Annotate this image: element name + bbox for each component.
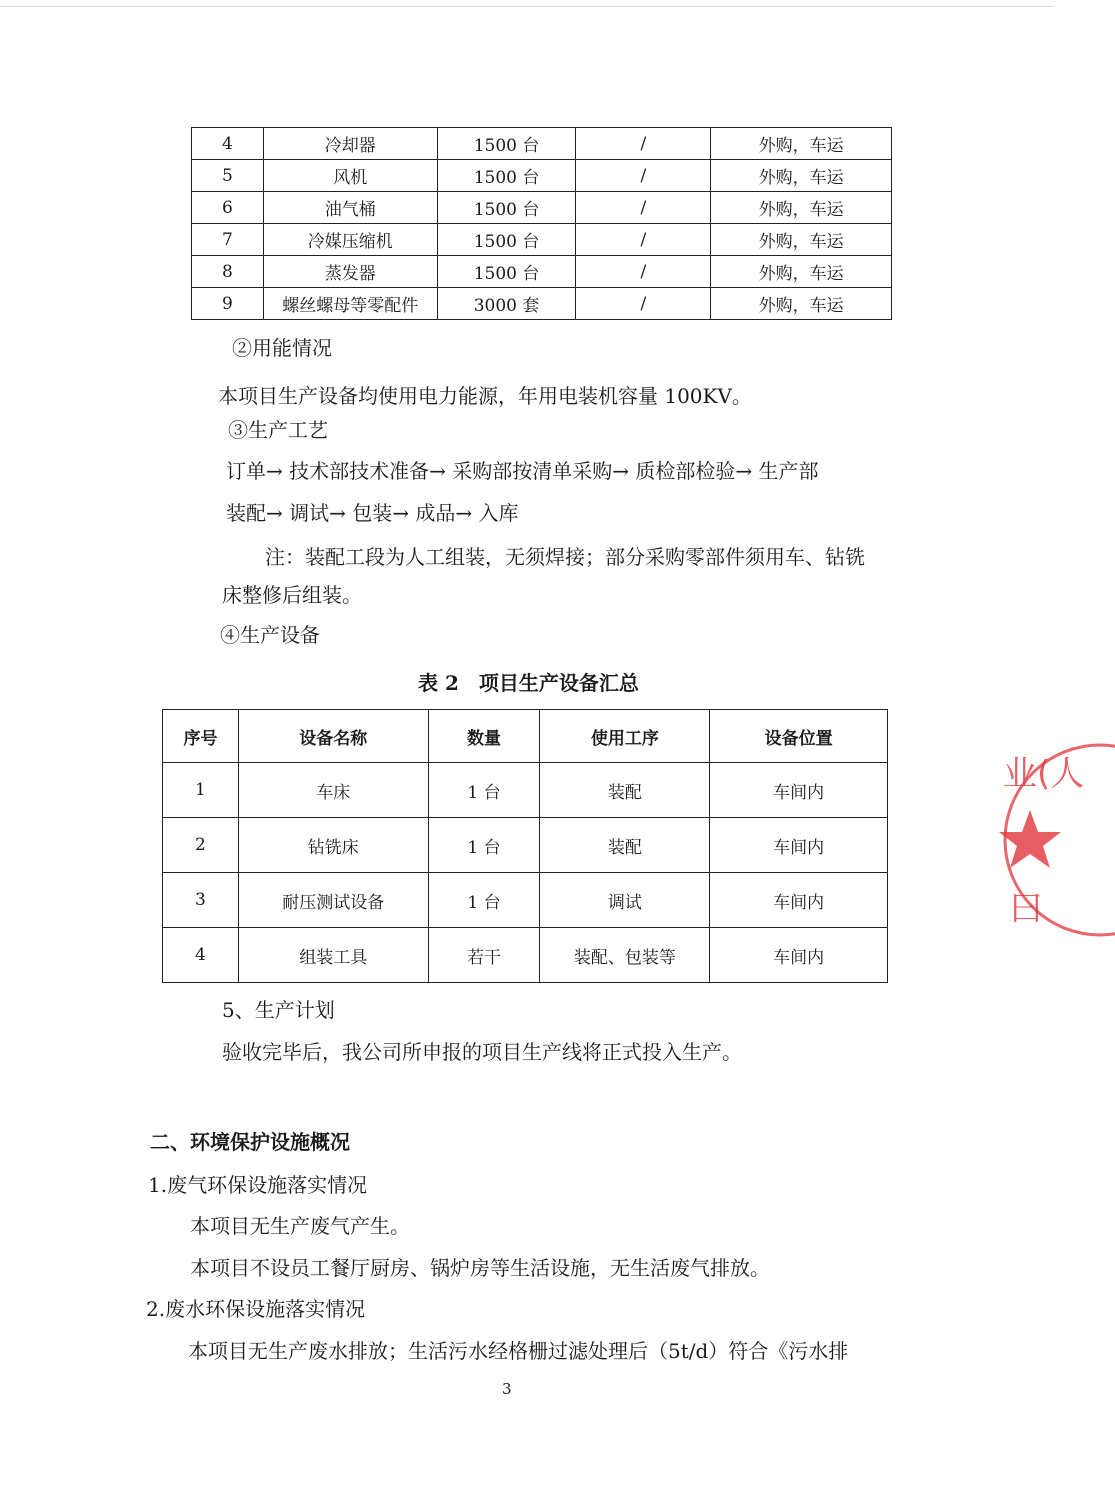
cell-process: / — [576, 224, 711, 256]
scan-top-edge — [0, 6, 1054, 7]
cell-process: 装配、包装等 — [540, 928, 710, 983]
cell-qty: 1 台 — [428, 763, 540, 818]
cell-no: 9 — [192, 288, 264, 320]
equipment-heading: ④生产设备 — [220, 623, 320, 647]
water-heading: 2.废水环保设施落实情况 — [146, 1297, 366, 1321]
red-seal-stamp — [995, 740, 1115, 940]
table-row — [163, 928, 888, 983]
cell-name: 油气桶 — [263, 192, 437, 224]
cell-qty: 1 台 — [428, 873, 540, 928]
cell-source: 外购，车运 — [711, 224, 892, 256]
cell-no: 2 — [163, 818, 239, 873]
plan-paragraph: 验收完毕后，我公司所申报的项目生产线将正式投入生产。 — [222, 1040, 742, 1064]
header-name: 设备名称 — [238, 710, 428, 763]
process-heading: ③生产工艺 — [228, 418, 328, 442]
cell-qty: 1500 台 — [437, 224, 576, 256]
equipment-table — [162, 709, 888, 983]
table-row — [192, 160, 892, 192]
cell-qty: 1500 台 — [437, 128, 576, 160]
page-number: 3 — [502, 1380, 512, 1398]
cell-name: 耐压测试设备 — [238, 873, 428, 928]
materials-table-body — [192, 128, 892, 320]
cell-qty: 1500 台 — [437, 256, 576, 288]
cell-source: 外购，车运 — [711, 192, 892, 224]
gas-paragraph-2: 本项目不设员工餐厅厨房、锅炉房等生活设施，无生活废气排放。 — [190, 1256, 770, 1280]
cell-source: 外购，车运 — [711, 160, 892, 192]
cell-process: 装配 — [540, 763, 710, 818]
table-header-row — [163, 710, 888, 763]
process-flow-line2: 装配→ 调试→ 包装→ 成品→ 入库 — [226, 501, 519, 525]
table-row — [192, 192, 892, 224]
cell-no: 4 — [192, 128, 264, 160]
cell-location: 车间内 — [710, 928, 888, 983]
cell-name: 风机 — [263, 160, 437, 192]
section2-heading: 二、环境保护设施概况 — [150, 1130, 350, 1154]
table-row — [163, 763, 888, 818]
cell-source: 外购，车运 — [711, 128, 892, 160]
cell-qty: 1 台 — [428, 818, 540, 873]
cell-location: 车间内 — [710, 818, 888, 873]
cell-location: 车间内 — [710, 873, 888, 928]
cell-no: 7 — [192, 224, 264, 256]
cell-process: 装配 — [540, 818, 710, 873]
cell-no: 5 — [192, 160, 264, 192]
table-row — [192, 288, 892, 320]
svg-text:曰: 曰 — [1009, 889, 1043, 929]
table-row — [163, 818, 888, 873]
process-note-line2: 床整修后组装。 — [222, 583, 362, 607]
svg-text:业(人: 业(人 — [1003, 754, 1085, 794]
cell-source: 外购，车运 — [711, 256, 892, 288]
table-row — [163, 873, 888, 928]
cell-no: 8 — [192, 256, 264, 288]
materials-table-continued — [191, 127, 892, 320]
cell-name: 螺丝螺母等零配件 — [263, 288, 437, 320]
header-no: 序号 — [163, 710, 239, 763]
energy-paragraph: 本项目生产设备均使用电力能源，年用电装机容量 100KV。 — [218, 384, 752, 408]
energy-heading: ②用能情况 — [232, 336, 332, 360]
cell-name: 蒸发器 — [263, 256, 437, 288]
equipment-table-title: 表 2 项目生产设备汇总 — [418, 671, 639, 695]
cell-process: / — [576, 192, 711, 224]
cell-qty: 若干 — [428, 928, 540, 983]
cell-qty: 1500 台 — [437, 192, 576, 224]
cell-source: 外购，车运 — [711, 288, 892, 320]
process-note-line1: 注：装配工段为人工组装，无须焊接；部分采购零部件须用车、钻铣 — [265, 545, 865, 569]
cell-name: 钻铣床 — [238, 818, 428, 873]
header-qty: 数量 — [428, 710, 540, 763]
cell-location: 车间内 — [710, 763, 888, 818]
table-row — [192, 256, 892, 288]
cell-name: 车床 — [238, 763, 428, 818]
table-row — [192, 224, 892, 256]
cell-no: 4 — [163, 928, 239, 983]
cell-process: / — [576, 128, 711, 160]
gas-heading: 1.废气环保设施落实情况 — [148, 1173, 368, 1197]
cell-no: 1 — [163, 763, 239, 818]
cell-name: 冷媒压缩机 — [263, 224, 437, 256]
process-flow-line1: 订单→ 技术部技术准备→ 采购部按清单采购→ 质检部检验→ 生产部 — [226, 459, 819, 483]
cell-process: / — [576, 256, 711, 288]
water-paragraph-1: 本项目无生产废水排放；生活污水经格栅过滤处理后（5t/d）符合《污水排 — [188, 1339, 849, 1363]
cell-qty: 3000 套 — [437, 288, 576, 320]
table-row — [192, 128, 892, 160]
plan-heading: 5、生产计划 — [222, 998, 335, 1022]
cell-qty: 1500 台 — [437, 160, 576, 192]
cell-name: 冷却器 — [263, 128, 437, 160]
header-process: 使用工序 — [540, 710, 710, 763]
cell-name: 组装工具 — [238, 928, 428, 983]
gas-paragraph-1: 本项目无生产废气产生。 — [190, 1214, 410, 1238]
cell-process: / — [576, 288, 711, 320]
header-location: 设备位置 — [710, 710, 888, 763]
cell-process: 调试 — [540, 873, 710, 928]
cell-no: 6 — [192, 192, 264, 224]
cell-process: / — [576, 160, 711, 192]
cell-no: 3 — [163, 873, 239, 928]
